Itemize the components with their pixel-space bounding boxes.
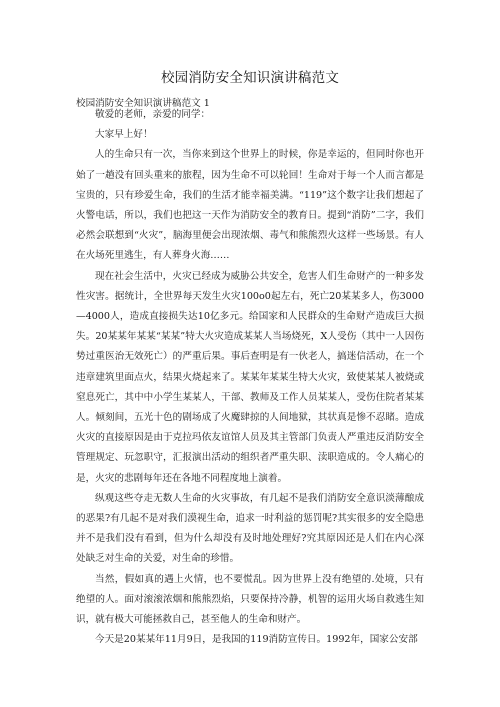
document-subtitle: 校园消防安全知识演讲稿范文 1 — [76, 98, 210, 109]
paragraph-reflection: 纵观这些夺走无数人生命的火灾事故，有几起不是我们消防安全意识淡薄酿成的恶果?有几起不是对我们漠视生命，追求一时利益的惩罚呢?其实很多的安全隐患并不是我们没有看到，但为什么却没有及时地处理好?究其原因还是人们在内心深处缺乏对生命的关爱，对生命的珍惜。 — [76, 492, 424, 565]
paragraph-fire-day: 今天是20某某年11月9日，是我国的119消防宣传日。1992年，国家公安部 — [95, 634, 418, 646]
paragraph-statistics: 现在社会生活中，火灾已经成为威胁公共安全，危害人们生命财产的一种多发性灾害。据统计，全世界每天发生火灾100o0起左右，死亡20某某多人，伤3000—4000人，造成直接损失达10亿多元。给国家和人民群众的生命财产造成巨大损失。20某某年某某“某某”特大火灾造成某某人当场烧死，X人受伤（其中一人因伤势过重医治无效死亡）的严重后果。事后查明是有一伙老人，搞迷信活动，在一个违章建筑里面点火，结果火烧起来了。某某年某某生特大火灾，致使某某人被烧或窒息死亡，其中中小学生某某人，干部、教师及工作人员某某人，受伤住院者某某人。倾刻间，五光十色的剧场成了火魔肆掠的人间地狱，其状真是惨不忍睹。造成火灾的直接原因是由于克拉玛依友谊馆人员及其主管部门负责人严重违反消防安全管理规定、玩忽职守，汇报演出活动的组织者严重失职、渎职造成的。令人痛心的是，火灾的悲剧每年还在各地不同程度地上演着。 — [76, 270, 424, 484]
document-body — [76, 105, 424, 650]
paragraph-opening: 大家早上好！ — [95, 129, 153, 141]
paragraph-self-rescue: 当然，假如真的遇上火情，也不要慌乱。因为世界上没有绝望的.处境，只有绝望的人。面对滚滚浓烟和熊熊烈焰，只要保持冷静，机智的运用火场自救逃生知识，就有极大可能拯救自己，甚至他人的生命和财产。 — [76, 573, 424, 626]
paragraph-greeting: 敬爱的老师，亲爱的同学： — [95, 109, 211, 120]
document-title: 校园消防安全知识演讲稿范文 — [160, 70, 340, 86]
paragraph-life: 人的生命只有一次，当你来到这个世界上的时候，你是幸运的，但同时你也开始了一趟没有回头重来的旅程，因为生命不可以轮回！生命对于每一个人而言都是宝贵的，只有珍爱生命，我们的生活才能幸福美满。“119”这个数字让我们想起了火警电话，所以，我们也把这一天作为消防安全的教育日。提到“消防”二字，我们必然会联想到“火灾”，脑海里便会出现浓烟、毒气和熊熊烈火这样一些场景。有人在火场死里逃生，有人葬身火海…… — [76, 149, 424, 262]
